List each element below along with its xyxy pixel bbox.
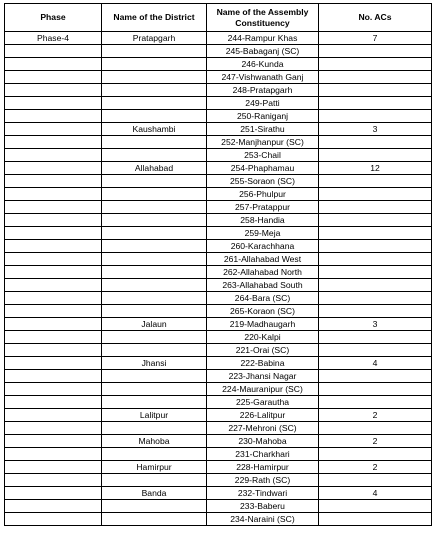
- num-acs-cell: [319, 370, 432, 383]
- assembly-cell: 244-Rampur Khas: [207, 32, 319, 45]
- constituency-table: [4, 3, 432, 526]
- num-acs-cell: [319, 136, 432, 149]
- assembly-cell: 258-Handia: [207, 214, 319, 227]
- phase-cell: [5, 97, 102, 110]
- num-acs-cell: [319, 383, 432, 396]
- district-cell: [102, 266, 207, 279]
- district-cell: [102, 84, 207, 97]
- phase-cell: [5, 500, 102, 513]
- num-acs-cell: [319, 474, 432, 487]
- header-row: [5, 4, 432, 32]
- table-row: [5, 188, 432, 201]
- table-row: [5, 136, 432, 149]
- district-cell: [102, 136, 207, 149]
- assembly-cell: 232-Tindwari: [207, 487, 319, 500]
- phase-cell: [5, 331, 102, 344]
- num-acs-cell: [319, 331, 432, 344]
- district-cell: [102, 448, 207, 461]
- district-cell: [102, 370, 207, 383]
- num-acs-cell: [319, 279, 432, 292]
- num-acs-cell: [319, 448, 432, 461]
- assembly-cell: 248-Pratapgarh: [207, 84, 319, 97]
- num-acs-cell: [319, 201, 432, 214]
- table-row: [5, 32, 432, 45]
- num-acs-cell: 12: [319, 162, 432, 175]
- table-row: [5, 201, 432, 214]
- assembly-cell: 245-Babaganj (SC): [207, 45, 319, 58]
- district-cell: [102, 58, 207, 71]
- phase-cell: [5, 188, 102, 201]
- phase-cell: [5, 448, 102, 461]
- assembly-cell: 254-Phaphamau: [207, 162, 319, 175]
- district-cell: [102, 71, 207, 84]
- num-acs-cell: 3: [319, 318, 432, 331]
- assembly-cell: 252-Manjhanpur (SC): [207, 136, 319, 149]
- district-cell: [102, 188, 207, 201]
- phase-cell: [5, 422, 102, 435]
- table-row: [5, 58, 432, 71]
- assembly-cell: 225-Garautha: [207, 396, 319, 409]
- phase-cell: [5, 84, 102, 97]
- phase-cell: [5, 279, 102, 292]
- num-acs-cell: [319, 422, 432, 435]
- district-cell: Allahabad: [102, 162, 207, 175]
- phase-cell: [5, 461, 102, 474]
- district-cell: Kaushambi: [102, 123, 207, 136]
- num-acs-cell: [319, 240, 432, 253]
- table-row: [5, 123, 432, 136]
- district-cell: [102, 279, 207, 292]
- district-cell: [102, 500, 207, 513]
- assembly-cell: 233-Baberu: [207, 500, 319, 513]
- district-cell: Jhansi: [102, 357, 207, 370]
- num-acs-cell: [319, 175, 432, 188]
- table-body: [5, 32, 432, 526]
- table-row: [5, 97, 432, 110]
- phase-cell: [5, 58, 102, 71]
- num-acs-cell: [319, 396, 432, 409]
- district-cell: [102, 331, 207, 344]
- phase-cell: [5, 305, 102, 318]
- assembly-cell: 227-Mehroni (SC): [207, 422, 319, 435]
- num-acs-cell: 7: [319, 32, 432, 45]
- table-row: [5, 331, 432, 344]
- district-cell: [102, 513, 207, 526]
- num-acs-cell: [319, 292, 432, 305]
- phase-cell: [5, 409, 102, 422]
- assembly-cell: 255-Soraon (SC): [207, 175, 319, 188]
- district-cell: [102, 253, 207, 266]
- table-row: [5, 344, 432, 357]
- phase-cell: [5, 435, 102, 448]
- phase-cell: [5, 201, 102, 214]
- district-cell: [102, 396, 207, 409]
- phase-cell: [5, 292, 102, 305]
- num-acs-cell: [319, 58, 432, 71]
- table-row: [5, 162, 432, 175]
- assembly-cell: 261-Allahabad West: [207, 253, 319, 266]
- district-cell: Mahoba: [102, 435, 207, 448]
- num-acs-cell: [319, 266, 432, 279]
- phase-cell: [5, 266, 102, 279]
- phase-cell: [5, 149, 102, 162]
- district-cell: [102, 45, 207, 58]
- num-acs-cell: 3: [319, 123, 432, 136]
- phase-cell: [5, 318, 102, 331]
- num-acs-cell: 2: [319, 409, 432, 422]
- district-cell: [102, 97, 207, 110]
- table-row: [5, 214, 432, 227]
- num-acs-cell: [319, 84, 432, 97]
- phase-cell: [5, 45, 102, 58]
- num-acs-cell: [319, 110, 432, 123]
- phase-cell: [5, 71, 102, 84]
- table-row: [5, 396, 432, 409]
- assembly-cell: 223-Jhansi Nagar: [207, 370, 319, 383]
- assembly-cell: 222-Babina: [207, 357, 319, 370]
- table-row: [5, 422, 432, 435]
- assembly-cell: 250-Raniganj: [207, 110, 319, 123]
- assembly-cell: 259-Meja: [207, 227, 319, 240]
- assembly-cell: 253-Chail: [207, 149, 319, 162]
- district-cell: [102, 110, 207, 123]
- phase-cell: [5, 487, 102, 500]
- table-row: [5, 500, 432, 513]
- assembly-cell: 247-Vishwanath Ganj: [207, 71, 319, 84]
- phase-cell: [5, 240, 102, 253]
- num-acs-cell: 4: [319, 357, 432, 370]
- header-district: Name of the District: [102, 4, 207, 32]
- num-acs-cell: [319, 227, 432, 240]
- phase-cell: [5, 175, 102, 188]
- district-cell: Lalitpur: [102, 409, 207, 422]
- table-row: [5, 279, 432, 292]
- table-row: [5, 240, 432, 253]
- district-cell: [102, 214, 207, 227]
- num-acs-cell: 4: [319, 487, 432, 500]
- district-cell: [102, 292, 207, 305]
- district-cell: [102, 383, 207, 396]
- table-row: [5, 513, 432, 526]
- district-cell: Hamirpur: [102, 461, 207, 474]
- num-acs-cell: [319, 188, 432, 201]
- document-page: [4, 3, 431, 526]
- phase-cell: [5, 370, 102, 383]
- table-row: [5, 253, 432, 266]
- assembly-cell: 231-Charkhari: [207, 448, 319, 461]
- assembly-cell: 251-Sirathu: [207, 123, 319, 136]
- district-cell: [102, 201, 207, 214]
- table-row: [5, 383, 432, 396]
- assembly-cell: 219-Madhaugarh: [207, 318, 319, 331]
- district-cell: [102, 227, 207, 240]
- phase-cell: [5, 383, 102, 396]
- phase-cell: [5, 136, 102, 149]
- assembly-cell: 256-Phulpur: [207, 188, 319, 201]
- table-row: [5, 370, 432, 383]
- district-cell: [102, 422, 207, 435]
- table-row: [5, 474, 432, 487]
- assembly-cell: 221-Orai (SC): [207, 344, 319, 357]
- district-cell: Pratapgarh: [102, 32, 207, 45]
- assembly-cell: 229-Rath (SC): [207, 474, 319, 487]
- district-cell: Jalaun: [102, 318, 207, 331]
- phase-cell: [5, 344, 102, 357]
- phase-cell: [5, 253, 102, 266]
- assembly-cell: 263-Allahabad South: [207, 279, 319, 292]
- header-num-acs: No. ACs: [319, 4, 432, 32]
- num-acs-cell: [319, 344, 432, 357]
- table-row: [5, 448, 432, 461]
- table-row: [5, 409, 432, 422]
- table-row: [5, 110, 432, 123]
- district-cell: [102, 149, 207, 162]
- assembly-cell: 234-Naraini (SC): [207, 513, 319, 526]
- assembly-cell: 260-Karachhana: [207, 240, 319, 253]
- table-row: [5, 227, 432, 240]
- phase-cell: [5, 227, 102, 240]
- table-row: [5, 45, 432, 58]
- assembly-cell: 249-Patti: [207, 97, 319, 110]
- phase-cell: [5, 357, 102, 370]
- num-acs-cell: [319, 305, 432, 318]
- num-acs-cell: [319, 214, 432, 227]
- district-cell: [102, 175, 207, 188]
- district-cell: [102, 240, 207, 253]
- num-acs-cell: 2: [319, 435, 432, 448]
- table-row: [5, 305, 432, 318]
- district-cell: [102, 474, 207, 487]
- assembly-cell: 265-Koraon (SC): [207, 305, 319, 318]
- num-acs-cell: [319, 513, 432, 526]
- table-row: [5, 292, 432, 305]
- table-row: [5, 435, 432, 448]
- assembly-cell: 262-Allahabad North: [207, 266, 319, 279]
- district-cell: [102, 344, 207, 357]
- assembly-cell: 220-Kalpi: [207, 331, 319, 344]
- phase-cell: [5, 396, 102, 409]
- assembly-cell: 246-Kunda: [207, 58, 319, 71]
- phase-cell: [5, 474, 102, 487]
- num-acs-cell: [319, 45, 432, 58]
- phase-cell: [5, 110, 102, 123]
- assembly-cell: 230-Mahoba: [207, 435, 319, 448]
- phase-cell: [5, 513, 102, 526]
- assembly-cell: 226-Lalitpur: [207, 409, 319, 422]
- table-row: [5, 357, 432, 370]
- num-acs-cell: 2: [319, 461, 432, 474]
- table-row: [5, 487, 432, 500]
- phase-cell: [5, 214, 102, 227]
- table-row: [5, 266, 432, 279]
- num-acs-cell: [319, 71, 432, 84]
- header-assembly: Name of the Assembly Constituency: [207, 4, 319, 32]
- table-row: [5, 461, 432, 474]
- assembly-cell: 264-Bara (SC): [207, 292, 319, 305]
- district-cell: Banda: [102, 487, 207, 500]
- assembly-cell: 257-Pratappur: [207, 201, 319, 214]
- num-acs-cell: [319, 97, 432, 110]
- district-cell: [102, 305, 207, 318]
- phase-cell: Phase-4: [5, 32, 102, 45]
- table-row: [5, 175, 432, 188]
- table-row: [5, 84, 432, 97]
- num-acs-cell: [319, 500, 432, 513]
- header-phase: Phase: [5, 4, 102, 32]
- num-acs-cell: [319, 253, 432, 266]
- phase-cell: [5, 123, 102, 136]
- table-row: [5, 149, 432, 162]
- assembly-cell: 228-Hamirpur: [207, 461, 319, 474]
- table-row: [5, 71, 432, 84]
- num-acs-cell: [319, 149, 432, 162]
- phase-cell: [5, 162, 102, 175]
- assembly-cell: 224-Mauranipur (SC): [207, 383, 319, 396]
- table-row: [5, 318, 432, 331]
